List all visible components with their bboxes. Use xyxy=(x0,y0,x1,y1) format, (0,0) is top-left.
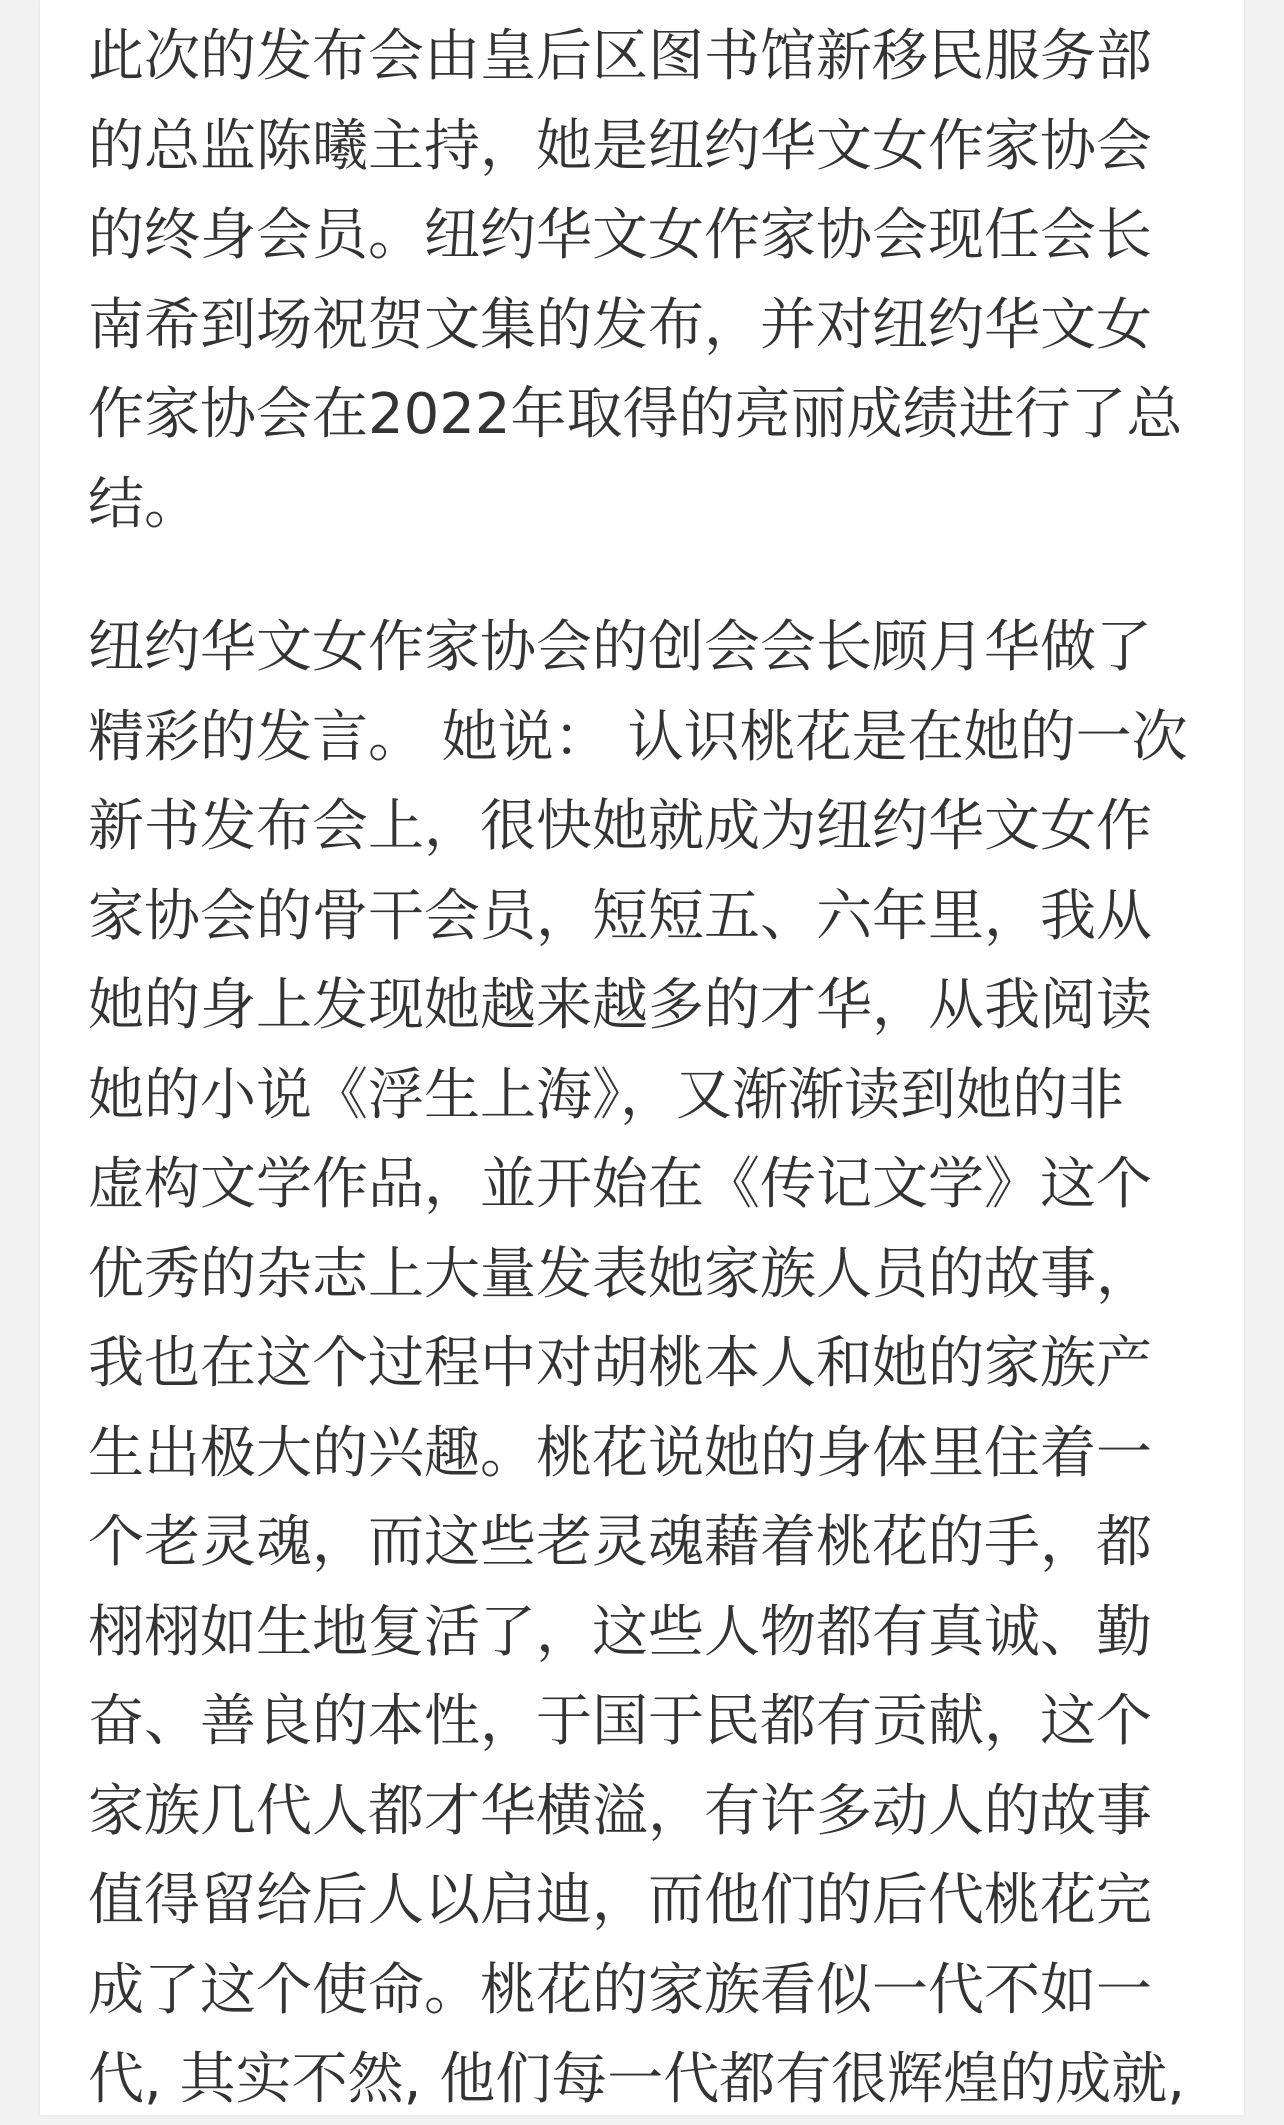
text-line: 新书发布会上，很快她就成为纽约华文女作 xyxy=(88,794,1152,859)
text-line: 结。 xyxy=(88,471,200,537)
text-line: 的总监陈曦主持，她是纽约华文女作家协会 xyxy=(88,113,1152,179)
text-line: 栩栩如生地复活了，这些人物都有真诚、勤 xyxy=(88,1599,1152,1665)
article-page xyxy=(40,0,1244,2115)
article-body xyxy=(88,12,1233,2125)
text-line: 值得留给后人以启迪，而他们的后代桃花完 xyxy=(88,1868,1152,1933)
text-line: 奋、善良的本性，于国于民都有贡献，这个 xyxy=(88,1689,1152,1754)
text-line: 家协会的骨干会员，短短五、六年里，我从 xyxy=(88,883,1152,949)
text-line: 虚构文学作品，並开始在《传记文学》这个 xyxy=(88,1152,1152,1217)
text-line: 优秀的杂志上大量发表她家族人员的故事， xyxy=(88,1241,1152,1307)
text-line: 作家协会在2022年取得的亮丽成绩进行了总 xyxy=(88,382,1183,447)
text-line: 纽约华文女作家协会的创会会长顾月华做了 xyxy=(88,615,1152,680)
text-line: 家族几代人都才华横溢，有许多动人的故事 xyxy=(88,1778,1152,1844)
text-line: 生出极大的兴趣。桃花说她的身体里住着一 xyxy=(88,1420,1152,1486)
text-line: 精彩的发言。 她说： 认识桃花是在她的一次 xyxy=(88,704,1188,770)
paragraph-2 xyxy=(88,603,1233,2125)
text-line: 她的身上发现她越来越多的才华，从我阅读 xyxy=(88,973,1152,1038)
text-line: 此次的发布会由皇后区图书馆新移民服务部 xyxy=(88,24,1152,89)
paragraph-1 xyxy=(88,12,1233,549)
text-line: 代, 其实不然, 他们每一代都有很辉煌的成就, xyxy=(88,2047,1186,2112)
text-line: 成了这个使命。桃花的家族看似一代不如一 xyxy=(88,1957,1152,2023)
text-line: 她的小说《浮生上海》，又渐渐读到她的非 xyxy=(88,1062,1124,1128)
text-line: 的终身会员。纽约华文女作家协会现任会长 xyxy=(88,203,1152,268)
text-line: 南希到场祝贺文集的发布，并对纽约华文女 xyxy=(88,292,1152,358)
paragraph-spacer xyxy=(88,549,1233,603)
text-line: 个老灵魂，而这些老灵魂藉着桃花的手，都 xyxy=(88,1510,1152,1575)
text-line: 我也在这个过程中对胡桃本人和她的家族产 xyxy=(88,1331,1152,1396)
